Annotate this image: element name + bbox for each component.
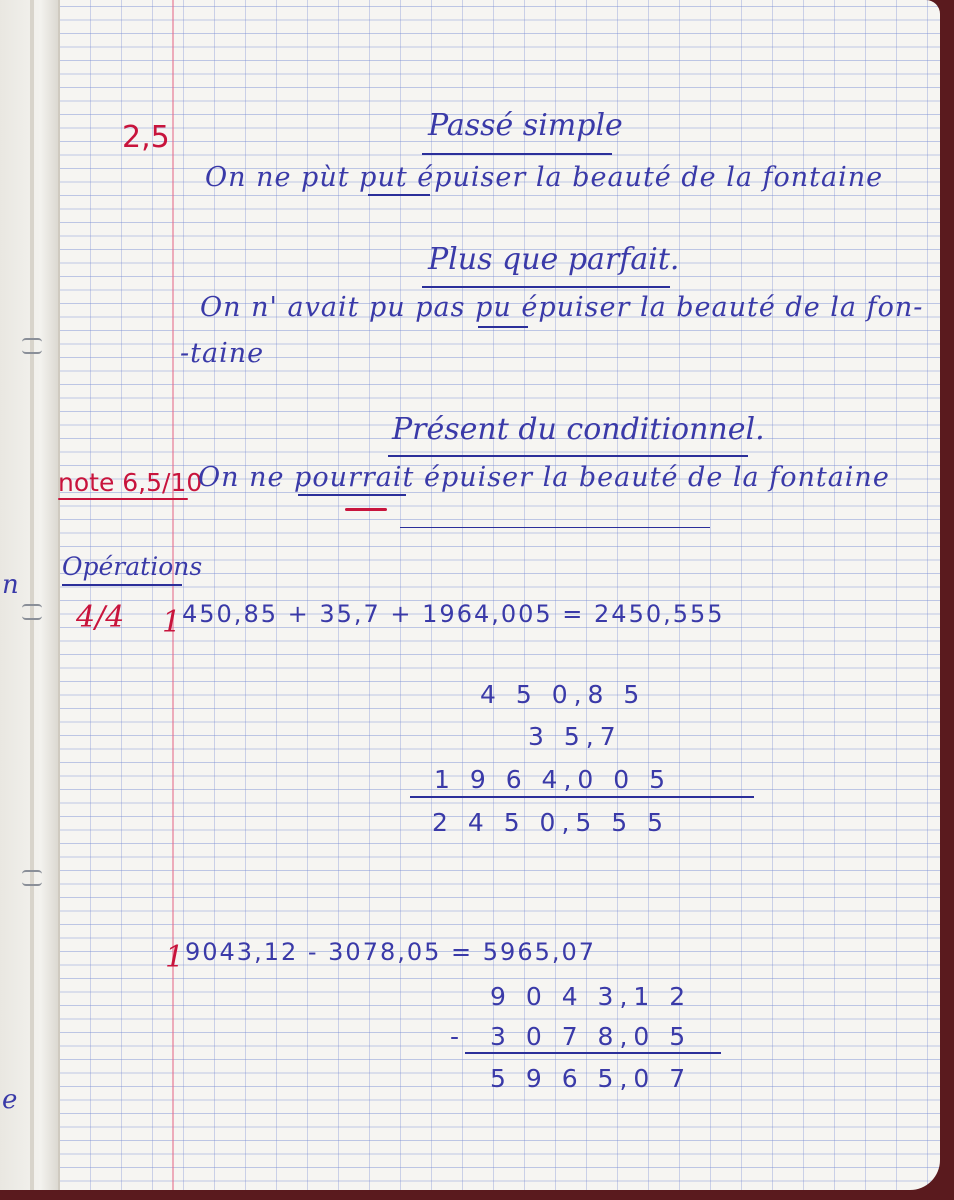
addition-row: 1 9 6 4,0 0 5	[434, 765, 672, 794]
section-title: Passé simple	[428, 108, 623, 143]
difference-line	[465, 1052, 721, 1054]
binding-fold	[30, 0, 34, 1190]
verb-underline	[478, 326, 528, 328]
section-title: Présent du conditionnel.	[392, 412, 765, 447]
equation: 450,85 + 35,7 + 1964,005 = 2450,555	[182, 600, 725, 628]
operations-score: 4/4	[76, 600, 125, 635]
operations-title: Opérations	[62, 552, 203, 581]
staple	[22, 338, 42, 354]
verb-underline	[368, 194, 430, 196]
staple	[22, 604, 42, 620]
check-mark: 1	[162, 605, 182, 640]
margin-line	[172, 0, 174, 1190]
staple	[22, 870, 42, 886]
subtraction-row: 3 0 7 8,0 5	[490, 1022, 692, 1051]
equation: 9043,12 - 3078,05 = 5965,07	[185, 938, 597, 966]
subtraction-row: 9 0 4 3,1 2	[490, 982, 692, 1011]
title-underline	[422, 286, 670, 288]
sentence: On ne pourrait épuiser la beauté de la fontaine	[198, 462, 890, 493]
addition-result: 2 4 5 0,5 5 5	[432, 808, 670, 837]
addition-row: 4 5 0,8 5	[480, 680, 646, 709]
sentence: On n' avait pu pas pu épuiser la beauté de la fon-	[200, 292, 924, 323]
note-underline	[58, 498, 188, 500]
addition-row: 3 5,7	[528, 722, 622, 751]
margin-fragment: n	[2, 570, 19, 600]
separator-line	[400, 527, 710, 528]
section-title: Plus que parfait.	[428, 242, 680, 277]
sentence: On ne pùt put épuiser la beauté de la fontaine	[205, 162, 884, 193]
correction-mark	[345, 508, 387, 511]
margin-fragment: e	[2, 1085, 18, 1115]
title-underline	[388, 455, 748, 457]
check-mark: 1	[165, 940, 185, 975]
verb-underline	[298, 494, 406, 496]
grade: 2,5	[122, 120, 170, 155]
note: note 6,5/10	[58, 468, 203, 497]
subtraction-result: 5 9 6 5,0 7	[490, 1064, 692, 1093]
minus-sign: -	[450, 1022, 460, 1051]
title-underline	[422, 153, 612, 155]
sum-line	[410, 796, 754, 798]
sentence-continuation: -taine	[180, 338, 265, 369]
title-underline	[62, 584, 182, 586]
